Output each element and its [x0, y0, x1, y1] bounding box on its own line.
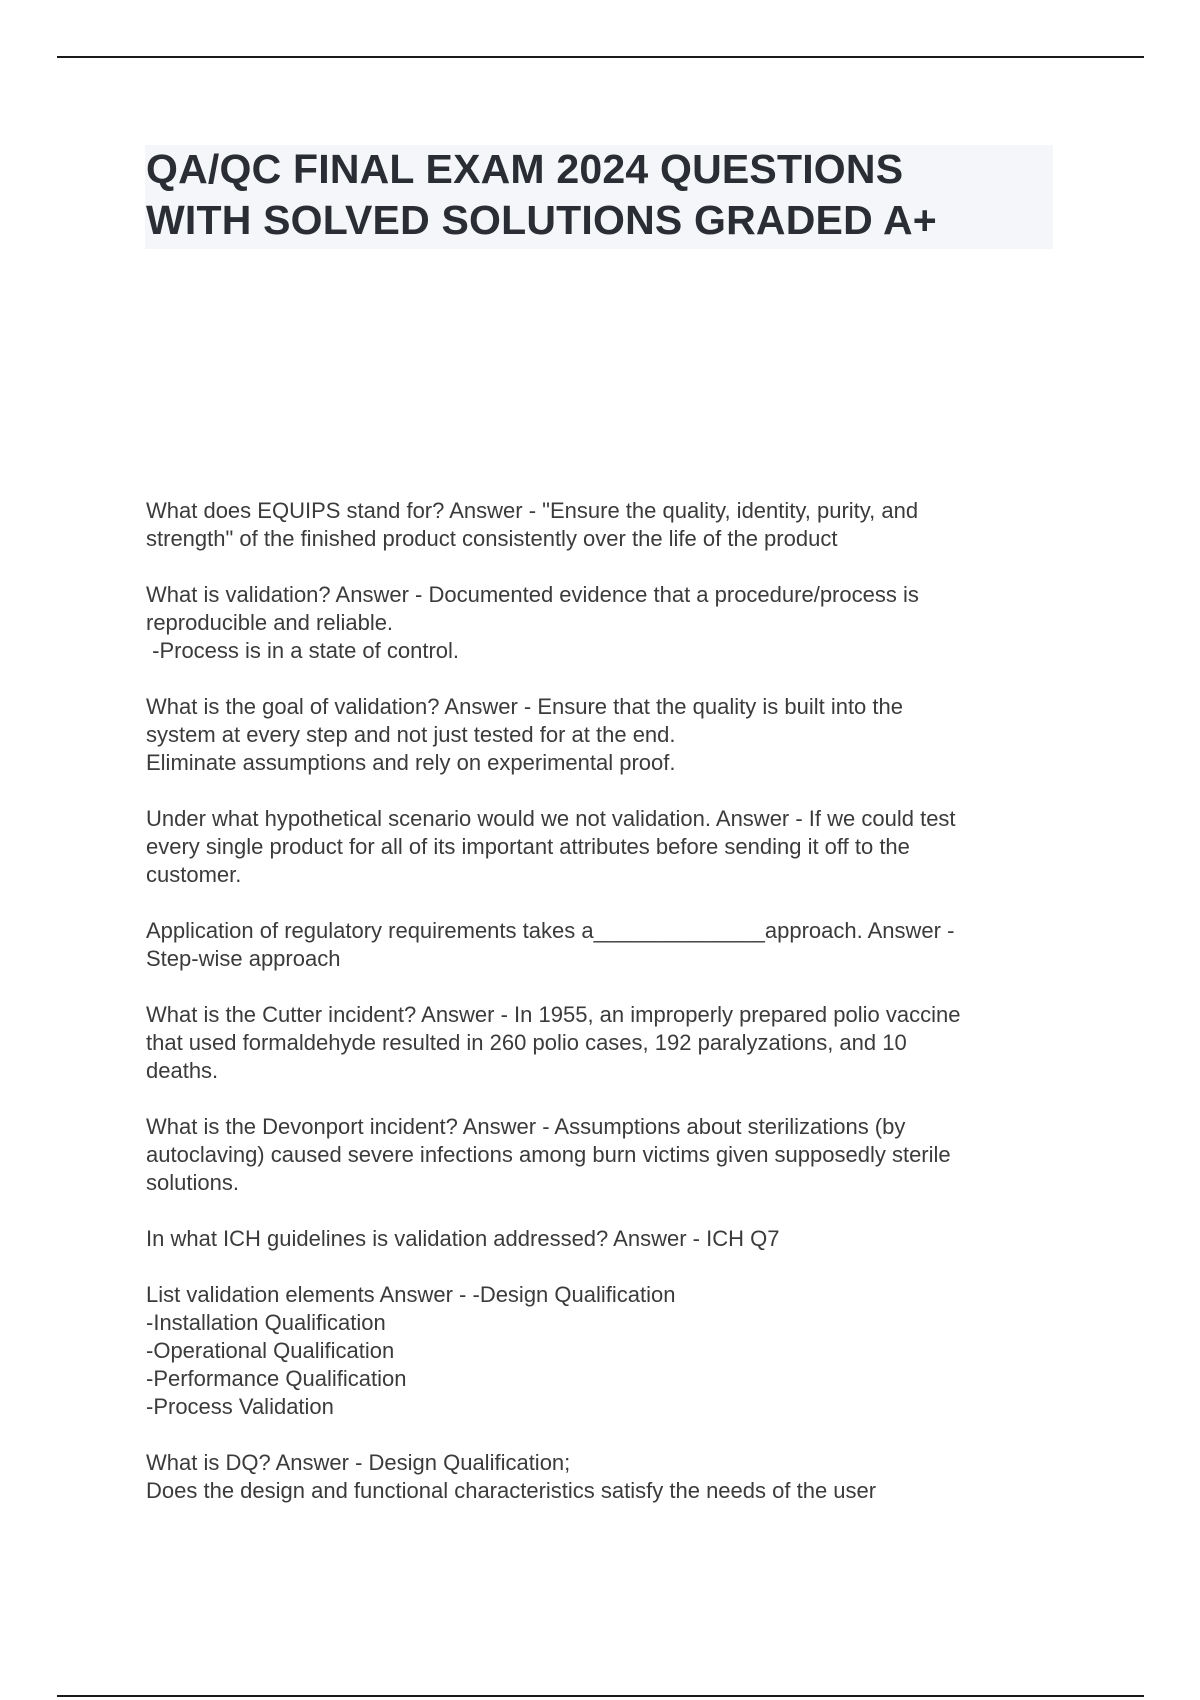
- qa-item: [146, 917, 1066, 973]
- qa-list: [146, 497, 1066, 1533]
- qa-item: [146, 1001, 1066, 1085]
- qa-line: What does EQUIPS stand for? Answer - "Ensure the quality, identity, purity, and: [146, 498, 919, 523]
- qa-line: -Process Validation: [146, 1394, 334, 1419]
- qa-line: autoclaving) caused severe infections among burn victims given supposedly sterile: [146, 1142, 951, 1167]
- page-title: [146, 144, 1066, 246]
- qa-item: [146, 497, 1066, 553]
- page-title-line-1: QA/QC FINAL EXAM 2024 QUESTIONS: [146, 146, 904, 192]
- page-title-line-2: WITH SOLVED SOLUTIONS GRADED A+: [146, 197, 937, 243]
- qa-line: Step-wise approach: [146, 946, 341, 971]
- top-rule: [57, 56, 1144, 58]
- qa-line: Does the design and functional characteristics satisfy the needs of the user: [146, 1478, 877, 1503]
- qa-line: every single product for all of its important attributes before sending it off to the: [146, 834, 910, 859]
- qa-line: customer.: [146, 862, 242, 887]
- qa-item: [146, 1113, 1066, 1197]
- qa-item: [146, 581, 1066, 665]
- qa-line: system at every step and not just tested for at the end.: [146, 722, 676, 747]
- qa-line: solutions.: [146, 1170, 239, 1195]
- qa-line: What is DQ? Answer - Design Qualification;: [146, 1450, 571, 1475]
- qa-line: Application of regulatory requirements takes a______________approach. Answer -: [146, 918, 955, 943]
- qa-line: List validation elements Answer - -Design Qualification: [146, 1282, 676, 1307]
- qa-line: reproducible and reliable.: [146, 610, 394, 635]
- qa-item: [146, 1225, 1066, 1253]
- qa-item: [146, 805, 1066, 889]
- qa-line: -Process is in a state of control.: [146, 638, 460, 663]
- qa-item: [146, 1281, 1066, 1421]
- qa-line: Under what hypothetical scenario would we not validation. Answer - If we could test: [146, 806, 956, 831]
- qa-line: What is the Cutter incident? Answer - In 1955, an improperly prepared polio vaccine: [146, 1002, 961, 1027]
- qa-line: -Performance Qualification: [146, 1366, 407, 1391]
- qa-line: deaths.: [146, 1058, 219, 1083]
- qa-line: -Operational Qualification: [146, 1338, 395, 1363]
- qa-line: strength" of the finished product consistently over the life of the product: [146, 526, 838, 551]
- qa-line: -Installation Qualification: [146, 1310, 386, 1335]
- qa-line: Eliminate assumptions and rely on experimental proof.: [146, 750, 676, 775]
- qa-line: What is the Devonport incident? Answer - Assumptions about sterilizations (by: [146, 1114, 906, 1139]
- qa-line: What is the goal of validation? Answer - Ensure that the quality is built into the: [146, 694, 903, 719]
- qa-line: What is validation? Answer - Documented evidence that a procedure/process is: [146, 582, 919, 607]
- qa-line: that used formaldehyde resulted in 260 polio cases, 192 paralyzations, and 10: [146, 1030, 907, 1055]
- qa-item: [146, 1449, 1066, 1505]
- qa-line: In what ICH guidelines is validation addressed? Answer - ICH Q7: [146, 1226, 780, 1251]
- qa-item: [146, 693, 1066, 777]
- bottom-rule: [57, 1695, 1144, 1697]
